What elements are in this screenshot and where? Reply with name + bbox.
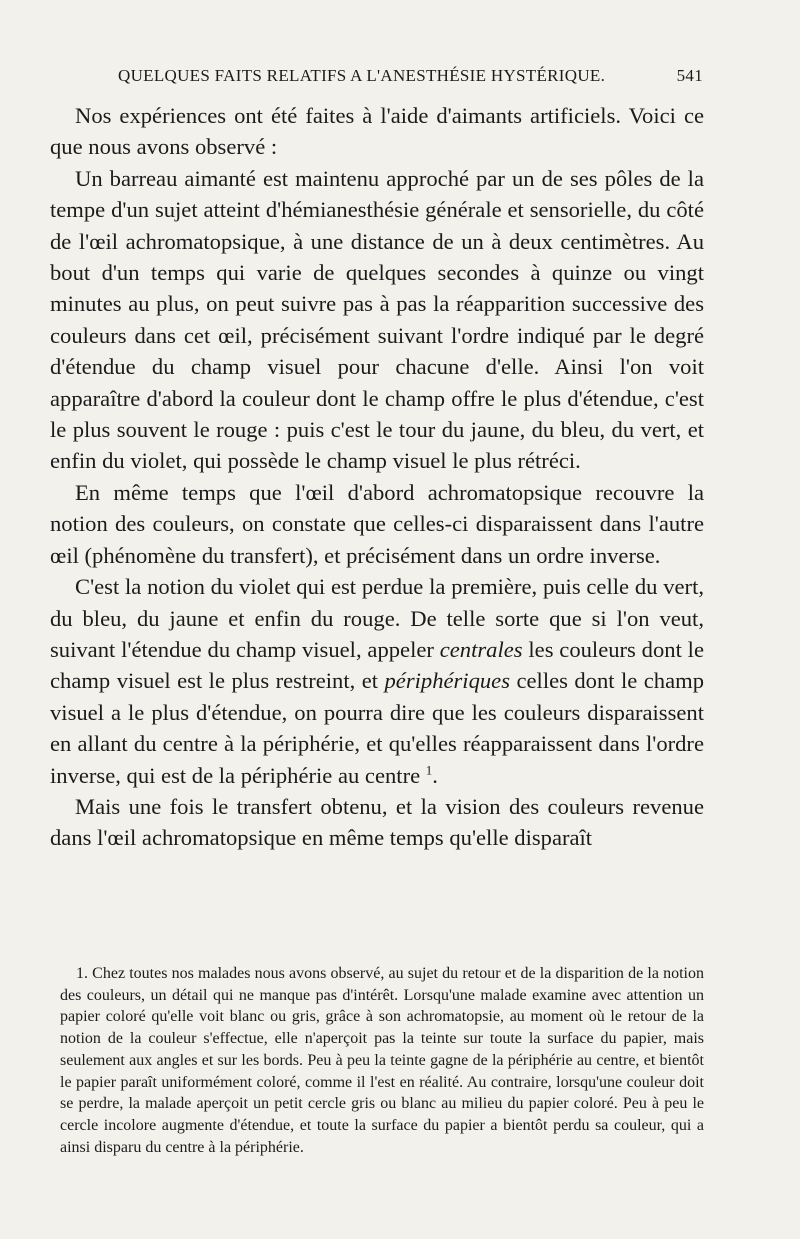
- main-text: [50, 100, 704, 854]
- paragraph: Un barreau aimanté est maintenu approché par un de ses pôles de la tempe d'un sujet atteint d'hémianesthésie générale et sensorielle, du côté de l'œil achromatopsique, à une distance de un à deux centimètres. Au bout d'un temps qui varie de quelques secondes à quinze ou vingt minutes au plus, on peut suivre pas à pas la réapparition successive des couleurs dans cet œil, précisément suivant l'ordre indiqué par le degré d'étendue du champ visuel pour chacune d'elle. Ainsi l'on voit apparaître d'abord la couleur dont le champ offre le plus d'étendue, c'est le plus souvent le rouge : puis c'est le tour du jaune, du bleu, du vert, et enfin du violet, qui possède le champ visuel le plus rétréci.: [50, 165, 704, 474]
- paragraph: [50, 571, 704, 791]
- footnote-marker: 1: [425, 762, 433, 777]
- paragraph: Mais une fois le transfert obtenu, et la vision des couleurs revenue dans l'œil achromatopsique en même temps qu'elle disparaît: [50, 793, 704, 851]
- italic-term: centrales: [439, 636, 523, 662]
- text-run: les couleurs dont le champ visuel est le plus restreint, et: [50, 636, 704, 694]
- running-title: QUELQUES FAITS RELATIFS A L'ANESTHÉSIE HYSTÉRIQUE.: [118, 66, 606, 85]
- footnote-text: 1. Chez toutes nos malades nous avons observé, au sujet du retour et de la disparition de la notion des couleurs, un détail qui ne manque pas d'intérêt. Lorsqu'une malade examine avec attention un papier coloré qu'elle voit blanc ou gris, grâce à son achromatopsie, au moment où le retour de la notion de la couleur s'effectue, elle n'aperçoit pas la teinte sur toute la surface du papier, mais seulement aux angles et sur les bords. Peu à peu la teinte gagne de la périphérie au centre, et bientôt le papier paraît uniformément coloré, comme il l'est en réalité. Au contraire, lorsqu'une couleur doit se perdre, la malade aperçoit un petit cercle gris ou blanc au milieu du papier coloré. Peu à peu le cercle incolore augmente d'étendue, et toute la surface du papier a bientôt perdu sa couleur, qui a ainsi disparu du centre à la périphérie.: [60, 965, 704, 1156]
- text-run: celles dont le champ visuel a le plus d'étendue, on pourra dire que les couleurs disparaissent en allant du centre à la périphérie, et qu'elles réapparaissent dans l'ordre inverse, qui est de la périphérie au centre: [50, 668, 705, 788]
- italic-term: périphériques: [384, 668, 511, 694]
- text-run: C'est la notion du violet qui est perdue la première, puis celle du vert, du bleu, du jaune et enfin du rouge. De telle sorte que si l'on veut, suivant l'étendue du champ visuel, appeler: [50, 574, 704, 662]
- page-number: 541: [676, 66, 703, 85]
- footnote: [60, 963, 704, 1158]
- text-run: .: [432, 762, 438, 788]
- paragraph: Nos expériences ont été faites à l'aide d'aimants artificiels. Voici ce que nous avons observé :: [50, 103, 704, 160]
- paragraph: En même temps que l'œil d'abord achromatopsique recouvre la notion des couleurs, on constate que celles-ci disparaissent dans l'autre œil (phénomène du transfert), et précisément dans un ordre inverse.: [50, 479, 704, 568]
